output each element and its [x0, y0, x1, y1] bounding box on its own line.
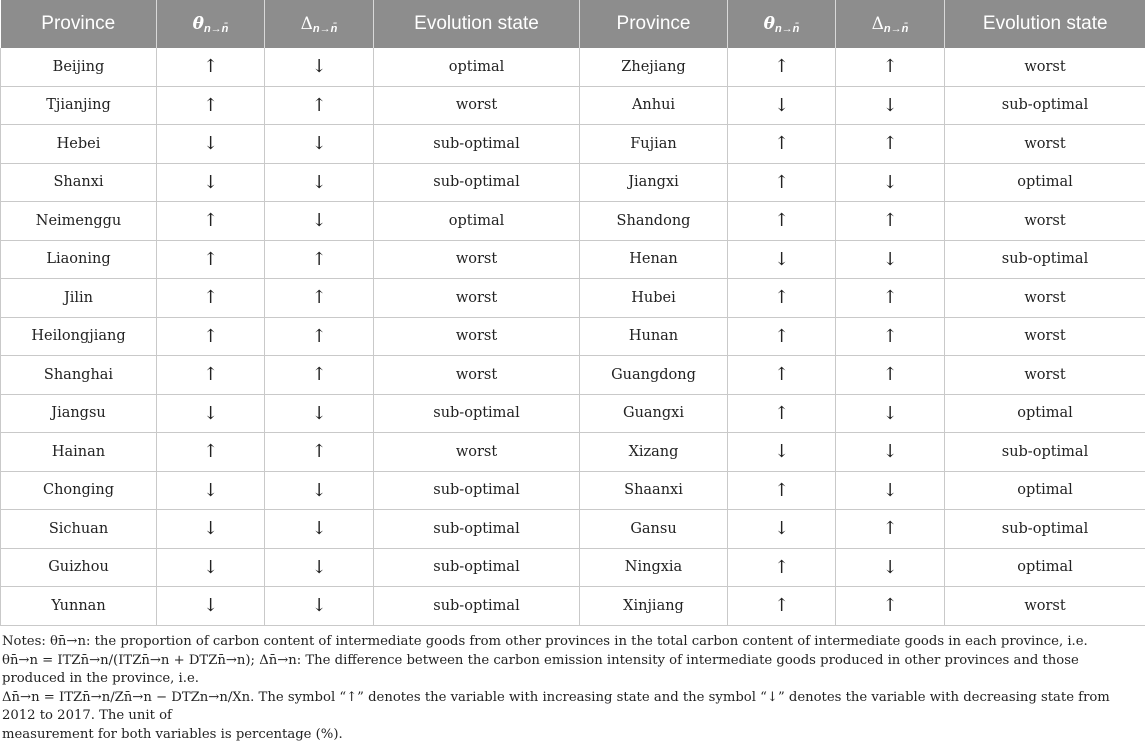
evolution-state-cell: optimal: [374, 202, 580, 241]
table-row: [1, 125, 1145, 164]
table-row: [1, 163, 1145, 202]
table-row: [1, 240, 1145, 279]
evolution-state-cell: sub-optimal: [374, 587, 580, 626]
table-row: [1, 317, 1145, 356]
table-row: [1, 86, 1145, 125]
theta-arrow-cell: ↓: [728, 240, 836, 279]
notes-line: θn̄→n = ITZn̄→n/(ITZn̄→n + DTZn̄→n); Δn̄→n: The difference between the carbon emission intensity of intermediate goods produced in other provinces and those produced in the province, i.e.: [2, 652, 1140, 689]
province-cell: Shanghai: [1, 356, 157, 395]
evolution-state-cell: worst: [945, 125, 1145, 164]
header-evolution-state: Evolution state: [374, 0, 580, 48]
delta-arrow-cell: ↑: [836, 587, 945, 626]
table-row: [1, 279, 1145, 318]
evolution-state-cell: optimal: [945, 163, 1145, 202]
header-evolution-state: Evolution state: [945, 0, 1145, 48]
evolution-state-cell: worst: [945, 356, 1145, 395]
evolution-state-cell: sub-optimal: [945, 510, 1145, 549]
province-cell: Beijing: [1, 48, 157, 86]
header-province: Province: [1, 0, 157, 48]
delta-arrow-cell: ↓: [836, 86, 945, 125]
theta-arrow-cell: ↑: [728, 317, 836, 356]
delta-arrow-cell: ↓: [836, 394, 945, 433]
evolution-state-cell: worst: [945, 317, 1145, 356]
theta-arrow-cell: ↑: [728, 471, 836, 510]
delta-arrow-cell: ↑: [265, 317, 374, 356]
delta-arrow-cell: ↓: [836, 240, 945, 279]
evolution-state-cell: worst: [945, 202, 1145, 241]
table-row: [1, 471, 1145, 510]
evolution-state-cell: worst: [945, 279, 1145, 318]
delta-arrow-cell: ↑: [265, 279, 374, 318]
evolution-state-cell: optimal: [945, 471, 1145, 510]
province-cell: Liaoning: [1, 240, 157, 279]
evolution-state-cell: sub-optimal: [374, 471, 580, 510]
delta-arrow-cell: ↓: [836, 433, 945, 472]
delta-arrow-cell: ↑: [265, 86, 374, 125]
province-cell: Ningxia: [580, 548, 728, 587]
province-cell: Henan: [580, 240, 728, 279]
delta-arrow-cell: ↓: [265, 202, 374, 241]
delta-arrow-cell: ↓: [836, 163, 945, 202]
delta-arrow-cell: ↓: [265, 548, 374, 587]
province-cell: Shaanxi: [580, 471, 728, 510]
delta-arrow-cell: ↑: [836, 202, 945, 241]
evolution-state-cell: optimal: [945, 394, 1145, 433]
delta-arrow-cell: ↓: [265, 587, 374, 626]
theta-arrow-cell: ↑: [728, 202, 836, 241]
theta-arrow-cell: ↓: [157, 394, 265, 433]
province-cell: Shanxi: [1, 163, 157, 202]
evolution-state-cell: worst: [374, 317, 580, 356]
theta-arrow-cell: ↓: [157, 510, 265, 549]
evolution-state-cell: sub-optimal: [945, 240, 1145, 279]
table-row: [1, 356, 1145, 395]
theta-arrow-cell: ↓: [728, 433, 836, 472]
delta-arrow-cell: ↑: [836, 48, 945, 86]
evolution-state-cell: worst: [374, 240, 580, 279]
evolution-state-cell: sub-optimal: [374, 163, 580, 202]
theta-arrow-cell: ↑: [728, 163, 836, 202]
theta-arrow-cell: ↓: [728, 86, 836, 125]
table-row: [1, 202, 1145, 241]
delta-arrow-cell: ↓: [265, 471, 374, 510]
province-cell: Heilongjiang: [1, 317, 157, 356]
theta-arrow-cell: ↓: [728, 510, 836, 549]
province-cell: Xizang: [580, 433, 728, 472]
province-cell: Shandong: [580, 202, 728, 241]
notes-line: Notes: θn̄→n: the proportion of carbon content of intermediate goods from other provinces in the total carbon content of intermediate goods in each province, i.e.: [2, 633, 1140, 652]
province-cell: Guizhou: [1, 548, 157, 587]
delta-arrow-cell: ↓: [265, 163, 374, 202]
province-cell: Hubei: [580, 279, 728, 318]
evolution-state-cell: sub-optimal: [945, 433, 1145, 472]
province-cell: Gansu: [580, 510, 728, 549]
theta-arrow-cell: ↑: [728, 587, 836, 626]
delta-arrow-cell: ↓: [265, 394, 374, 433]
delta-arrow-cell: ↑: [836, 356, 945, 395]
notes-line: Δn̄→n = ITZn̄→n/Zn̄→n − DTZn→n/Xn. The symbol “↑” denotes the variable with increasing state and the symbol “↓” denotes the variable with decreasing state from 2012 to 2017. The unit of: [2, 689, 1140, 726]
theta-arrow-cell: ↓: [157, 471, 265, 510]
province-cell: Xinjiang: [580, 587, 728, 626]
theta-arrow-cell: ↑: [157, 240, 265, 279]
theta-arrow-cell: ↓: [157, 163, 265, 202]
delta-arrow-cell: ↑: [836, 125, 945, 164]
delta-arrow-cell: ↑: [836, 279, 945, 318]
notes-line: measurement for both variables is percentage (%).: [2, 726, 1140, 745]
table-row: [1, 433, 1145, 472]
province-cell: Chonging: [1, 471, 157, 510]
province-cell: Hunan: [580, 317, 728, 356]
table-row: [1, 587, 1145, 626]
theta-arrow-cell: ↑: [157, 356, 265, 395]
delta-arrow-cell: ↓: [265, 125, 374, 164]
header-theta: $\theta_{n\to n̄}$: [157, 0, 265, 48]
header-theta: $\theta_{n\to n̄}$: [728, 0, 836, 48]
table-row: [1, 48, 1145, 86]
table-row: [1, 548, 1145, 587]
delta-arrow-cell: ↑: [265, 356, 374, 395]
table-row: [1, 510, 1145, 549]
evolution-state-cell: sub-optimal: [374, 125, 580, 164]
theta-arrow-cell: ↑: [157, 317, 265, 356]
table-row: [1, 394, 1145, 433]
theta-arrow-cell: ↑: [728, 279, 836, 318]
province-cell: Jiangxi: [580, 163, 728, 202]
evolution-state-cell: sub-optimal: [374, 394, 580, 433]
province-cell: Yunnan: [1, 587, 157, 626]
theta-arrow-cell: ↑: [728, 48, 836, 86]
evolution-state-cell: optimal: [945, 548, 1145, 587]
province-cell: Hainan: [1, 433, 157, 472]
evolution-state-cell: worst: [374, 279, 580, 318]
province-cell: Jiangsu: [1, 394, 157, 433]
delta-arrow-cell: ↑: [265, 433, 374, 472]
theta-arrow-cell: ↑: [157, 202, 265, 241]
evolution-state-cell: worst: [945, 48, 1145, 86]
evolution-state-cell: sub-optimal: [374, 548, 580, 587]
theta-arrow-cell: ↑: [728, 356, 836, 395]
delta-arrow-cell: ↓: [836, 548, 945, 587]
province-cell: Sichuan: [1, 510, 157, 549]
province-cell: Guangdong: [580, 356, 728, 395]
theta-arrow-cell: ↓: [157, 125, 265, 164]
table-body: [1, 48, 1145, 625]
theta-arrow-cell: ↑: [728, 125, 836, 164]
delta-arrow-cell: ↑: [836, 317, 945, 356]
evolution-state-cell: sub-optimal: [945, 86, 1145, 125]
province-cell: Jilin: [1, 279, 157, 318]
theta-arrow-cell: ↑: [728, 548, 836, 587]
evolution-state-cell: worst: [945, 587, 1145, 626]
province-cell: Zhejiang: [580, 48, 728, 86]
delta-arrow-cell: ↑: [265, 240, 374, 279]
theta-arrow-cell: ↓: [157, 587, 265, 626]
province-cell: Fujian: [580, 125, 728, 164]
theta-arrow-cell: ↑: [157, 86, 265, 125]
delta-arrow-cell: ↓: [836, 471, 945, 510]
delta-arrow-cell: ↓: [265, 510, 374, 549]
delta-arrow-cell: ↓: [265, 48, 374, 86]
theta-arrow-cell: ↓: [157, 548, 265, 587]
theta-arrow-cell: ↑: [157, 433, 265, 472]
evolution-state-cell: worst: [374, 86, 580, 125]
header-row: [1, 0, 1145, 48]
header-province: Province: [580, 0, 728, 48]
theta-arrow-cell: ↑: [728, 394, 836, 433]
province-cell: Neimenggu: [1, 202, 157, 241]
header-delta: $\Delta_{n\to n̄}$: [836, 0, 945, 48]
header-delta: $\Delta_{n\to n̄}$: [265, 0, 374, 48]
province-cell: Guangxi: [580, 394, 728, 433]
theta-arrow-cell: ↑: [157, 48, 265, 86]
theta-arrow-cell: ↑: [157, 279, 265, 318]
evolution-state-cell: sub-optimal: [374, 510, 580, 549]
evolution-state-cell: optimal: [374, 48, 580, 86]
evolution-state-cell: worst: [374, 356, 580, 395]
evolution-state-cell: worst: [374, 433, 580, 472]
table-notes: [2, 633, 1140, 745]
province-cell: Tjianjing: [1, 86, 157, 125]
province-cell: Anhui: [580, 86, 728, 125]
province-cell: Hebei: [1, 125, 157, 164]
delta-arrow-cell: ↑: [836, 510, 945, 549]
